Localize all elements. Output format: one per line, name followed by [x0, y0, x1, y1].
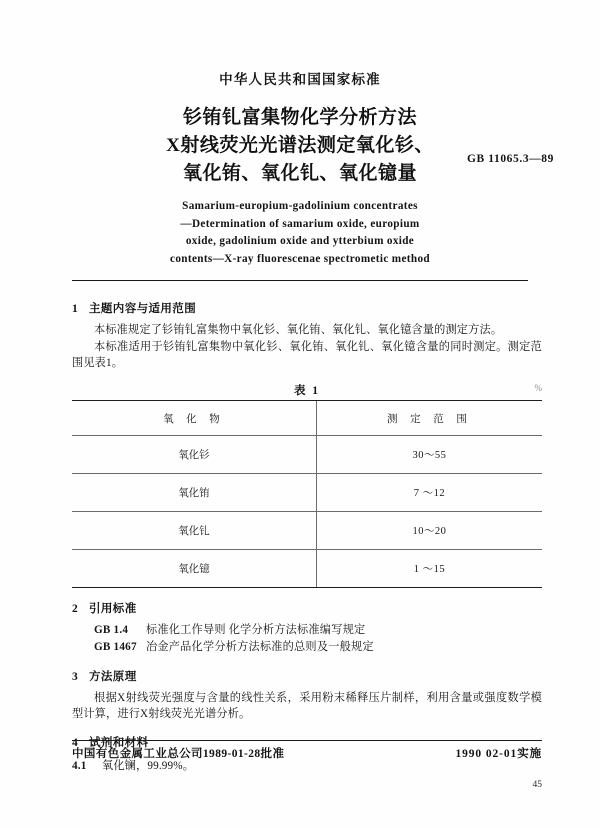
section-1-paragraph-2: 本标准适用于钐铕钆富集物中氧化钐、氧化铕、氧化钆、氧化镱含量的同时测定。测定范围见表1。	[72, 340, 542, 369]
table-1-caption: 表 1	[293, 384, 321, 397]
table-cell-range: 10～20	[316, 511, 542, 549]
table-cell-oxide: 氧化镱	[72, 549, 316, 587]
clause-4-1-text: 氧化镧，99.99%。	[102, 759, 195, 772]
table-row	[72, 473, 542, 511]
title-line-2: X射线荧光光谱法测定氧化钐、	[166, 135, 434, 156]
header-divider	[72, 280, 528, 281]
section-1-paragraph-1: 本标准规定了钐铕钆富集物中氧化钐、氧化铕、氧化钆、氧化镱含量的测定方法。	[94, 324, 503, 336]
table-row	[72, 549, 542, 587]
table-cell-range: 1 ～15	[316, 549, 542, 587]
english-title-line-3: oxide, gadolinium oxide and ytterbium oxide	[185, 235, 415, 247]
section-1-number: 1	[72, 303, 79, 315]
page-number: 45	[532, 780, 542, 790]
english-title	[70, 198, 530, 268]
table-cell-oxide: 氧化钆	[72, 511, 316, 549]
table-cell-range: 7 ～12	[316, 473, 542, 511]
title-line-3: 氧化铕、氧化钆、氧化镱量	[182, 163, 417, 184]
section-4-number: 4	[72, 736, 79, 749]
section-2-number: 2	[72, 602, 79, 615]
footer-divider	[72, 740, 542, 741]
section-1-heading	[72, 300, 542, 316]
section-3-paragraph-1: 根据X射线荧光强度与含量的线性关系，采用粉末稀释压片制样，利用含量或强度数学模型计算，进行X射线荧光光谱分析。	[72, 691, 542, 720]
reference-title: 标准化工作导则 化学分析方法标准编写规定	[146, 623, 366, 636]
table-header-range: 测 定 范 围	[316, 400, 542, 435]
footer-approval: 中国有色金属工业总公司1989-01-28批准	[72, 748, 285, 760]
title-line-1: 钐铕钆富集物化学分析方法	[182, 107, 417, 128]
reference-code: GB 1.4	[94, 623, 129, 636]
section-3-number: 3	[72, 670, 79, 683]
reference-item	[94, 639, 542, 656]
document-title	[60, 104, 540, 188]
reference-item	[94, 622, 542, 639]
table-1	[72, 400, 542, 588]
table-row	[72, 435, 542, 473]
section-3-title: 方法原理	[89, 670, 137, 683]
document-body	[72, 300, 542, 774]
national-standard-label: 中华人民共和国国家标准	[219, 72, 381, 87]
english-title-line-4: contents—X-ray fluorescenae spectrometic method	[170, 252, 430, 265]
table-1-unit: %	[534, 382, 542, 393]
section-3-heading	[72, 668, 542, 684]
section-2-heading	[72, 600, 542, 616]
footer-effective-date: 1990 02-01实施	[455, 748, 542, 760]
reference-title: 冶金产品化学分析方法标准的总则及一般规定	[146, 640, 374, 653]
reference-code: GB 1467	[94, 640, 137, 653]
table-cell-oxide: 氧化铕	[72, 473, 316, 511]
section-1-title: 主题内容与适用范围	[89, 303, 197, 315]
table-cell-range: 30～55	[316, 435, 542, 473]
english-title-line-2: —Determination of samarium oxide, europium	[180, 217, 420, 230]
section-4-title: 试剂和材料	[89, 736, 149, 749]
table-header-row	[72, 400, 542, 435]
clause-4-1-number: 4.1	[72, 759, 87, 772]
english-title-line-1: Samarium-europium-gadolinium concentrates	[182, 200, 418, 212]
table-row	[72, 511, 542, 549]
table-1-wrapper	[72, 382, 542, 588]
table-cell-oxide: 氧化钐	[72, 435, 316, 473]
table-header-oxide: 氧 化 物	[72, 400, 316, 435]
standard-code: GB 11065.3—89	[466, 153, 554, 165]
section-2-title: 引用标准	[89, 602, 137, 615]
